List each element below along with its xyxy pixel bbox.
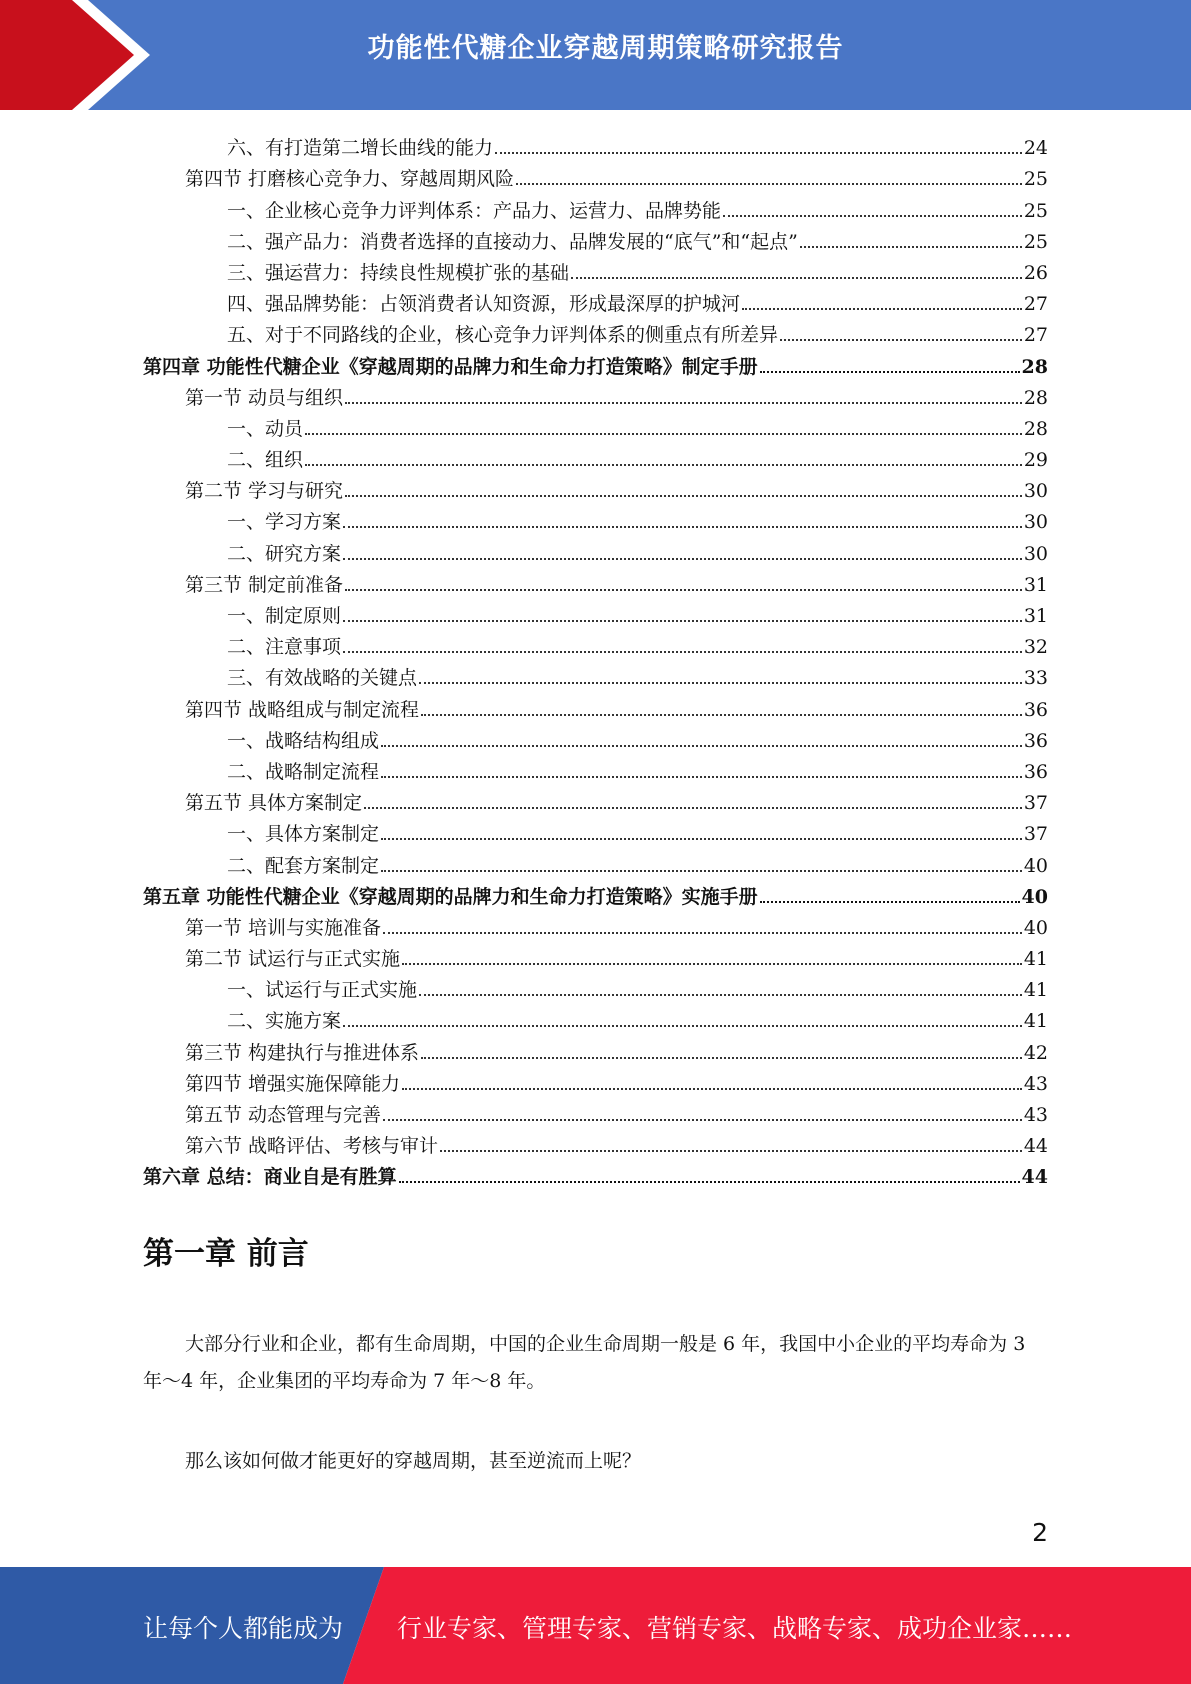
toc-dot-leader — [399, 1181, 1020, 1183]
toc-entry-label: 六、有打造第二增长曲线的能力 — [227, 137, 494, 160]
page-footer — [0, 1567, 1191, 1684]
toc-entry[interactable] — [143, 222, 1048, 253]
toc-dot-leader — [516, 183, 1022, 185]
toc-entry[interactable] — [143, 1032, 1048, 1063]
toc-dot-leader — [440, 1150, 1022, 1152]
toc-dot-leader — [383, 1119, 1022, 1121]
toc-dot-leader — [305, 464, 1022, 466]
toc-entry-page: 42 — [1023, 1041, 1048, 1064]
toc-entry-page: 26 — [1023, 261, 1048, 284]
footer-slogan-left: 让每个人都能成为 — [143, 1614, 344, 1643]
toc-entry-label: 第一节 动员与组织 — [185, 386, 344, 409]
toc-entry-label: 一、学习方案 — [227, 511, 342, 534]
toc-dot-leader — [381, 745, 1022, 747]
toc-entry-page: 32 — [1023, 636, 1048, 659]
toc-entry-label: 一、动员 — [227, 417, 304, 440]
toc-entry-label: 二、研究方案 — [227, 542, 342, 565]
toc-entry[interactable] — [143, 908, 1048, 939]
toc-entry-label: 一、试运行与正式实施 — [227, 979, 418, 1002]
toc-dot-leader — [343, 526, 1022, 528]
toc-dot-leader — [780, 339, 1022, 341]
toc-dot-leader — [419, 682, 1022, 684]
chapter-heading: 第一章 前言 — [143, 1236, 309, 1272]
toc-entry[interactable] — [143, 440, 1048, 471]
toc-entry-page: 27 — [1023, 324, 1048, 347]
toc-entry[interactable] — [143, 1126, 1048, 1157]
toc-entry-label: 第一节 培训与实施准备 — [185, 916, 382, 939]
toc-entry[interactable] — [143, 253, 1048, 284]
toc-dot-leader — [760, 371, 1020, 373]
intro-paragraph-1: 大部分行业和企业，都有生命周期，中国的企业生命周期一般是 6 年，我国中小企业的平均寿命为 3 年～4 年，企业集团的平均寿命为 7 年～8 年。 — [143, 1333, 1026, 1392]
toc-entry-page: 29 — [1023, 449, 1048, 472]
toc-entry[interactable] — [143, 502, 1048, 533]
table-of-contents — [143, 128, 1048, 1188]
toc-entry-page: 30 — [1023, 542, 1048, 565]
toc-entry[interactable] — [143, 627, 1048, 658]
toc-entry-label: 第四节 打磨核心竞争力、穿越周期风险 — [185, 168, 515, 191]
toc-entry-page: 36 — [1023, 760, 1048, 783]
toc-dot-leader — [402, 963, 1022, 965]
toc-entry-label: 二、配套方案制定 — [227, 854, 380, 877]
toc-entry-page: 28 — [1023, 386, 1048, 409]
toc-entry-label: 一、战略结构组成 — [227, 729, 380, 752]
toc-entry[interactable] — [143, 1001, 1048, 1032]
toc-entry-label: 一、企业核心竞争力评判体系：产品力、运营力、品牌势能 — [227, 199, 722, 222]
toc-entry[interactable] — [143, 284, 1048, 315]
toc-entry-label: 第六节 战略评估、考核与审计 — [185, 1135, 439, 1158]
toc-dot-leader — [305, 433, 1022, 435]
toc-entry[interactable] — [143, 190, 1048, 221]
toc-entry-label: 五、对于不同路线的企业，核心竞争力评判体系的侧重点有所差异 — [227, 324, 779, 347]
page-header — [0, 0, 1191, 110]
toc-entry-label: 第二节 试运行与正式实施 — [185, 948, 401, 971]
toc-entry[interactable] — [143, 471, 1048, 502]
toc-entry-page: 37 — [1023, 792, 1048, 815]
toc-dot-leader — [381, 870, 1022, 872]
toc-entry[interactable] — [143, 596, 1048, 627]
toc-dot-leader — [381, 776, 1022, 778]
toc-entry-page: 41 — [1023, 1010, 1048, 1033]
toc-entry-label: 二、实施方案 — [227, 1010, 342, 1033]
toc-entry-page: 30 — [1023, 480, 1048, 503]
toc-entry-label: 第四章 功能性代糖企业《穿越周期的品牌力和生命力打造策略》制定手册 — [143, 355, 758, 378]
toc-entry-label: 第五章 功能性代糖企业《穿越周期的品牌力和生命力打造策略》实施手册 — [143, 885, 758, 908]
toc-entry[interactable] — [143, 752, 1048, 783]
toc-entry-label: 四、强品牌势能：占领消费者认知资源，形成最深厚的护城河 — [227, 293, 741, 316]
intro-paragraph-2: 那么该如何做才能更好的穿越周期，甚至逆流而上呢？ — [185, 1450, 642, 1472]
toc-entry[interactable] — [143, 409, 1048, 440]
toc-entry-label: 三、有效战略的关键点 — [227, 667, 418, 690]
toc-entry[interactable] — [143, 346, 1048, 377]
toc-entry-page: 30 — [1023, 511, 1048, 534]
toc-entry-label: 第四节 增强实施保障能力 — [185, 1072, 401, 1095]
toc-dot-leader — [343, 1025, 1022, 1027]
toc-dot-leader — [571, 277, 1022, 279]
toc-dot-leader — [343, 620, 1022, 622]
toc-dot-leader — [495, 152, 1022, 154]
toc-dot-leader — [345, 402, 1022, 404]
toc-entry-label: 第四节 战略组成与制定流程 — [185, 698, 420, 721]
toc-entry-label: 第五节 动态管理与完善 — [185, 1104, 382, 1126]
toc-dot-leader — [364, 807, 1022, 809]
toc-entry-page: 40 — [1023, 854, 1048, 877]
footer-slogan-right: 行业专家、管理专家、营销专家、战略专家、成功企业家…… — [397, 1614, 1073, 1643]
toc-entry[interactable] — [143, 721, 1048, 752]
toc-dot-leader — [760, 901, 1020, 903]
toc-entry[interactable] — [143, 877, 1048, 908]
toc-entry[interactable] — [143, 315, 1048, 346]
toc-entry-page: 28 — [1023, 417, 1048, 440]
toc-entry-page: 44 — [1023, 1135, 1048, 1158]
toc-entry[interactable] — [143, 565, 1048, 596]
toc-dot-leader — [421, 714, 1022, 716]
toc-dot-leader — [383, 932, 1022, 934]
toc-entry-page: 40 — [1021, 885, 1048, 908]
toc-entry-label: 二、组织 — [227, 449, 304, 472]
toc-entry-page: 31 — [1023, 573, 1048, 596]
toc-entry[interactable] — [143, 159, 1048, 190]
toc-entry-page: 36 — [1023, 698, 1048, 721]
toc-dot-leader — [800, 246, 1022, 248]
toc-entry-page: 41 — [1023, 948, 1048, 971]
toc-dot-leader — [402, 1088, 1022, 1090]
toc-entry[interactable] — [143, 689, 1048, 720]
toc-entry-page: 44 — [1021, 1166, 1048, 1189]
toc-dot-leader — [419, 994, 1022, 996]
toc-entry-label: 二、强产品力：消费者选择的直接动力、品牌发展的“底气”和“起点” — [227, 230, 798, 253]
toc-entry-label: 一、具体方案制定 — [227, 823, 380, 846]
toc-entry[interactable] — [143, 1095, 1048, 1126]
toc-entry[interactable] — [143, 814, 1048, 845]
toc-entry-label: 三、强运营力：持续良性规模扩张的基础 — [227, 261, 570, 284]
toc-entry-label: 第三节 构建执行与推进体系 — [185, 1041, 420, 1064]
toc-entry-page: 37 — [1023, 823, 1048, 846]
toc-entry-page: 25 — [1023, 230, 1048, 253]
toc-dot-leader — [345, 495, 1022, 497]
toc-entry-label: 第六章 总结：商业自是有胜算 — [143, 1166, 397, 1189]
toc-dot-leader — [421, 1057, 1022, 1059]
toc-entry-page: 36 — [1023, 729, 1048, 752]
toc-dot-leader — [345, 589, 1022, 591]
toc-entry-page: 33 — [1023, 667, 1048, 690]
toc-entry-page: 28 — [1021, 355, 1048, 378]
toc-entry-label: 第五节 具体方案制定 — [185, 792, 363, 815]
toc-entry-page: 43 — [1023, 1104, 1048, 1126]
toc-entry[interactable] — [143, 1157, 1048, 1188]
toc-dot-leader — [343, 651, 1022, 653]
toc-entry-page: 40 — [1023, 916, 1048, 939]
toc-entry-label: 第三节 制定前准备 — [185, 573, 344, 596]
toc-entry-page: 24 — [1023, 137, 1048, 160]
toc-entry[interactable] — [143, 128, 1048, 159]
toc-dot-leader — [723, 215, 1022, 217]
header-title: 功能性代糖企业穿越周期策略研究报告 — [367, 33, 844, 64]
toc-entry[interactable] — [143, 533, 1048, 564]
toc-entry-page: 43 — [1023, 1072, 1048, 1095]
toc-entry[interactable] — [143, 845, 1048, 876]
toc-entry-page: 27 — [1023, 293, 1048, 316]
toc-entry-label: 一、制定原则 — [227, 605, 342, 627]
toc-entry[interactable] — [143, 378, 1048, 409]
toc-entry[interactable] — [143, 1064, 1048, 1095]
toc-entry-label: 二、注意事项 — [227, 636, 342, 659]
toc-dot-leader — [343, 558, 1022, 560]
toc-entry-page: 41 — [1023, 979, 1048, 1002]
toc-entry-label: 第二节 学习与研究 — [185, 480, 344, 503]
toc-entry[interactable] — [143, 658, 1048, 689]
toc-entry-page: 31 — [1023, 605, 1048, 627]
toc-entry[interactable] — [143, 783, 1048, 814]
toc-entry-page: 25 — [1023, 199, 1048, 222]
toc-entry[interactable] — [143, 970, 1048, 1001]
toc-dot-leader — [381, 838, 1022, 840]
toc-dot-leader — [742, 308, 1022, 310]
page-number: 2 — [1032, 1518, 1048, 1547]
toc-entry-label: 二、战略制定流程 — [227, 760, 380, 783]
toc-entry[interactable] — [143, 939, 1048, 970]
toc-entry-page: 25 — [1023, 168, 1048, 191]
